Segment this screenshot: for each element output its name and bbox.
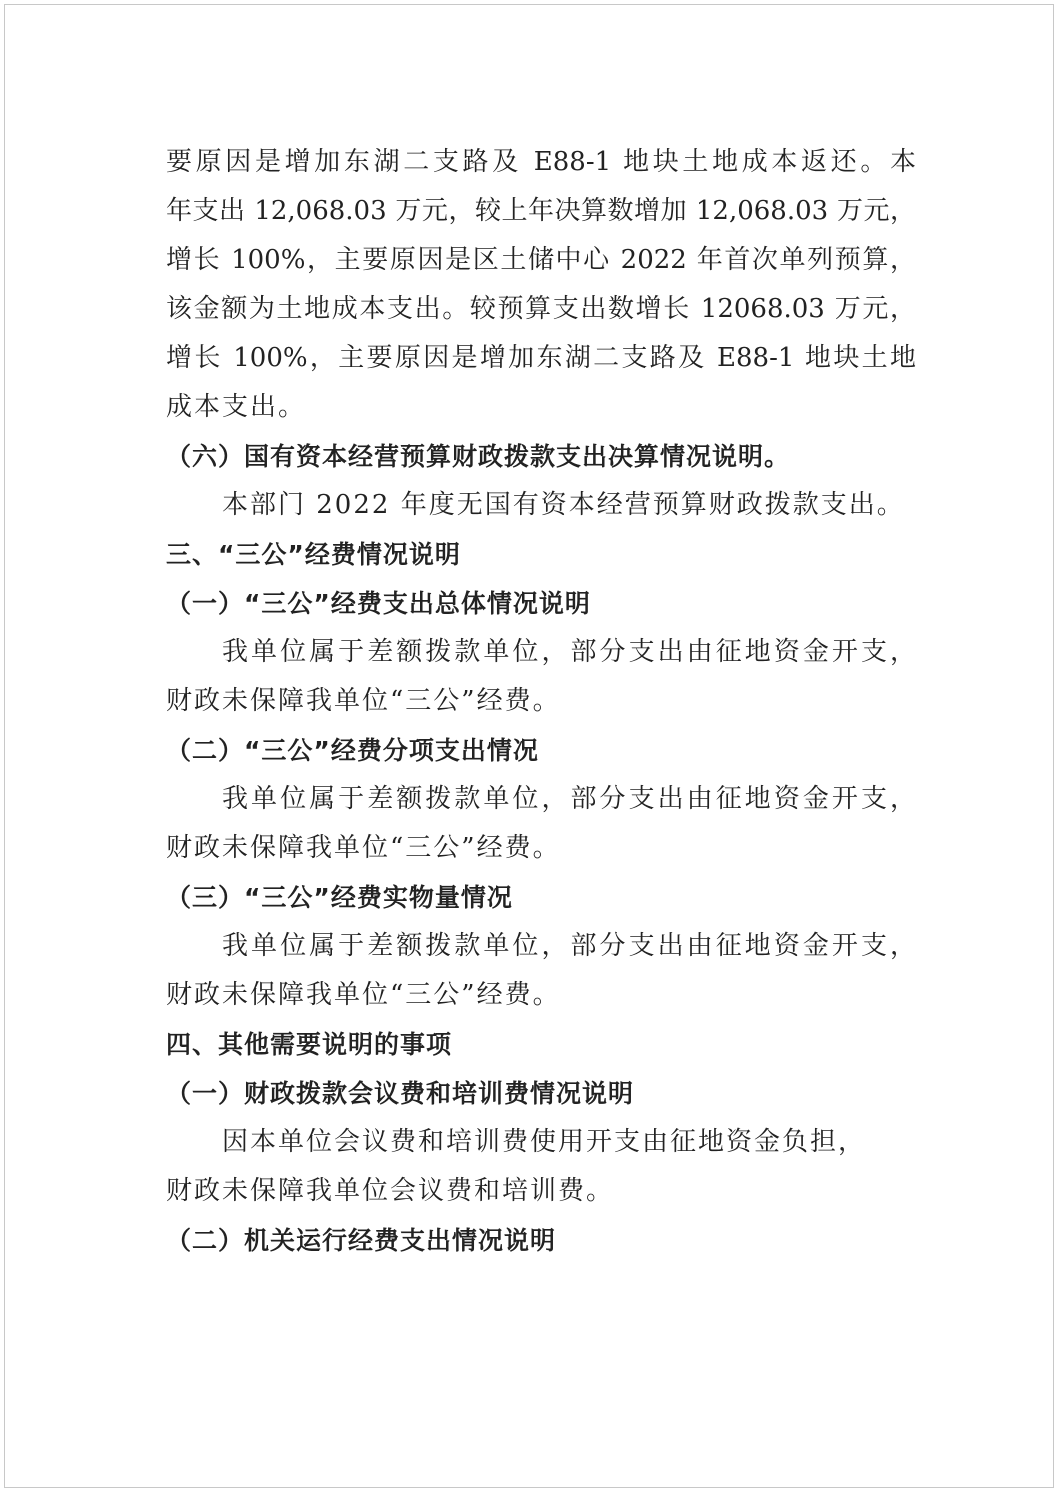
paragraph-line: 财政未保障我单位会议费和培训费。 xyxy=(166,1176,615,1206)
paragraph-line: 财政未保障我单位“三公”经费。 xyxy=(166,686,561,716)
paragraph-line: 成本支出。 xyxy=(166,392,307,422)
subsection-heading: （二）“三公”经费分项支出情况 xyxy=(166,736,539,765)
section-heading: （六）国有资本经营预算财政拨款支出决算情况说明。 xyxy=(166,442,791,471)
subsection-heading: （三）“三公”经费实物量情况 xyxy=(166,883,513,912)
paragraph-line: 该金额为土地成本支出。较预算支出数增长 12068.03 万元， xyxy=(166,294,916,324)
subsection-heading: （一）财政拨款会议费和培训费情况说明 xyxy=(166,1079,635,1108)
paragraph-line: 增长 100%，主要原因是区土储中心 2022 年首次单列预算， xyxy=(166,245,916,275)
paragraph-line: 本部门 2022 年度无国有资本经营预算财政拨款支出。 xyxy=(222,490,905,520)
paragraph-line: 财政未保障我单位“三公”经费。 xyxy=(166,980,561,1010)
paragraph-line: 因本单位会议费和培训费使用开支由征地资金负担， xyxy=(222,1127,867,1157)
paragraph-line: 年支出 12,068.03 万元，较上年决算数增加 12,068.03 万元， xyxy=(166,196,916,226)
subsection-heading: （一）“三公”经费支出总体情况说明 xyxy=(166,589,591,618)
paragraph-line: 我单位属于差额拨款单位，部分支出由征地资金开支， xyxy=(222,784,916,814)
section-heading: 三、“三公”经费情况说明 xyxy=(166,540,461,569)
section-heading: 四、其他需要说明的事项 xyxy=(166,1030,453,1059)
paragraph-line: 要原因是增加东湖二支路及 E88-1 地块土地成本返还。本 xyxy=(166,147,916,177)
paragraph-line: 财政未保障我单位“三公”经费。 xyxy=(166,833,561,863)
document-body xyxy=(166,138,916,1265)
paragraph-line: 我单位属于差额拨款单位，部分支出由征地资金开支， xyxy=(222,931,916,961)
subsection-heading: （二）机关运行经费支出情况说明 xyxy=(166,1226,557,1255)
paragraph-line: 我单位属于差额拨款单位，部分支出由征地资金开支， xyxy=(222,637,916,667)
paragraph-line: 增长 100%，主要原因是增加东湖二支路及 E88-1 地块土地 xyxy=(166,343,916,373)
